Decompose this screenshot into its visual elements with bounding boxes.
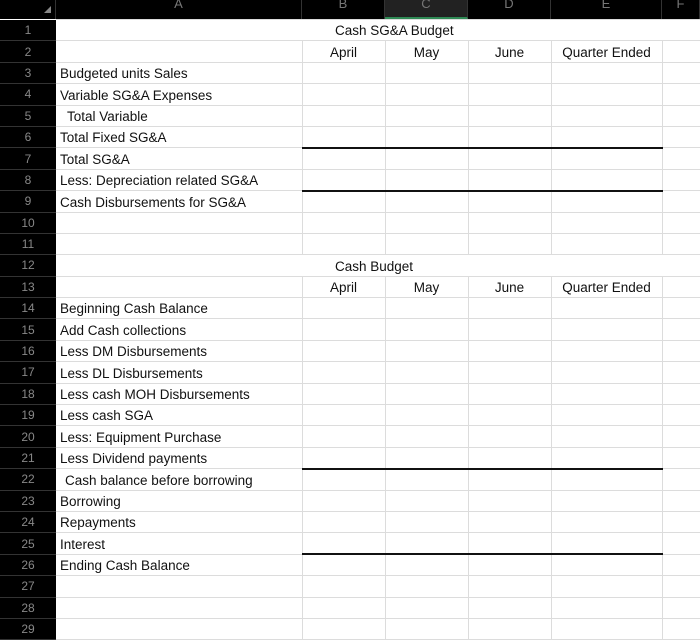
cell[interactable] bbox=[468, 212, 551, 233]
cell[interactable] bbox=[468, 62, 551, 83]
cell[interactable] bbox=[385, 191, 468, 212]
cell[interactable] bbox=[468, 405, 551, 426]
cell[interactable] bbox=[551, 298, 662, 319]
cell[interactable] bbox=[302, 340, 385, 361]
cell[interactable] bbox=[302, 362, 385, 383]
row-header[interactable]: 26 bbox=[0, 554, 56, 575]
cell[interactable] bbox=[302, 597, 385, 618]
cell[interactable] bbox=[551, 490, 662, 511]
row-header[interactable]: 21 bbox=[0, 447, 56, 468]
cell[interactable] bbox=[662, 62, 700, 83]
cell[interactable] bbox=[385, 511, 468, 532]
cell[interactable] bbox=[56, 212, 302, 233]
row-label[interactable]: Variable SG&A Expenses bbox=[56, 84, 302, 105]
row-header[interactable]: 4 bbox=[0, 84, 56, 105]
cell[interactable] bbox=[302, 576, 385, 597]
row-header[interactable]: 16 bbox=[0, 340, 56, 361]
row-header[interactable]: 8 bbox=[0, 169, 56, 190]
row-header[interactable]: 20 bbox=[0, 426, 56, 447]
row-4 bbox=[0, 84, 700, 105]
cell[interactable] bbox=[302, 618, 385, 639]
cell[interactable] bbox=[551, 148, 662, 169]
cell[interactable] bbox=[551, 618, 662, 639]
cell[interactable] bbox=[551, 191, 662, 212]
row-label[interactable]: Total SG&A bbox=[56, 148, 302, 169]
cell[interactable] bbox=[468, 383, 551, 404]
row-header[interactable]: 27 bbox=[0, 576, 56, 597]
cell[interactable] bbox=[302, 169, 385, 190]
cell[interactable] bbox=[302, 212, 385, 233]
cell[interactable] bbox=[662, 105, 700, 126]
row-header[interactable]: 19 bbox=[0, 405, 56, 426]
cell[interactable] bbox=[662, 533, 700, 554]
cell[interactable] bbox=[551, 597, 662, 618]
cell[interactable] bbox=[662, 169, 700, 190]
row-23 bbox=[0, 490, 700, 511]
cell[interactable] bbox=[302, 233, 385, 254]
row-label[interactable]: Less cash MOH Disbursements bbox=[56, 383, 302, 404]
cell[interactable] bbox=[551, 405, 662, 426]
cell[interactable] bbox=[468, 533, 551, 554]
cell[interactable] bbox=[468, 362, 551, 383]
cell[interactable] bbox=[302, 84, 385, 105]
cell[interactable] bbox=[302, 298, 385, 319]
cell[interactable] bbox=[551, 426, 662, 447]
cell[interactable] bbox=[468, 576, 551, 597]
cell[interactable] bbox=[385, 233, 468, 254]
cell[interactable] bbox=[551, 340, 662, 361]
cell[interactable] bbox=[385, 618, 468, 639]
cell[interactable] bbox=[385, 469, 468, 490]
row-header[interactable]: 14 bbox=[0, 298, 56, 319]
cell[interactable] bbox=[662, 298, 700, 319]
row-5 bbox=[0, 105, 700, 126]
cell[interactable] bbox=[468, 105, 551, 126]
row-label[interactable]: Less cash SGA bbox=[56, 405, 302, 426]
cell[interactable] bbox=[302, 533, 385, 554]
cell[interactable] bbox=[551, 62, 662, 83]
cell[interactable] bbox=[302, 148, 385, 169]
row-header[interactable]: 12 bbox=[0, 255, 56, 276]
cell[interactable] bbox=[468, 319, 551, 340]
cell[interactable] bbox=[468, 511, 551, 532]
month-header[interactable]: June bbox=[468, 276, 551, 297]
cell[interactable] bbox=[56, 597, 302, 618]
row-label[interactable]: Less Dividend payments bbox=[56, 447, 302, 468]
row-20 bbox=[0, 426, 700, 447]
cell[interactable] bbox=[385, 447, 468, 468]
cell[interactable] bbox=[302, 490, 385, 511]
cell[interactable] bbox=[468, 426, 551, 447]
cell[interactable] bbox=[468, 490, 551, 511]
row-header[interactable]: 24 bbox=[0, 511, 56, 532]
month-header[interactable]: April bbox=[302, 41, 385, 62]
cell[interactable] bbox=[662, 618, 700, 639]
column-header-d[interactable]: D bbox=[468, 0, 551, 19]
row-header[interactable]: 22 bbox=[0, 469, 56, 490]
cell[interactable] bbox=[662, 319, 700, 340]
cell[interactable] bbox=[662, 41, 700, 62]
row-28 bbox=[0, 597, 700, 618]
cell[interactable] bbox=[662, 191, 700, 212]
cell[interactable] bbox=[662, 148, 700, 169]
cell[interactable] bbox=[468, 298, 551, 319]
row-label[interactable]: Beginning Cash Balance bbox=[56, 298, 302, 319]
cell[interactable] bbox=[385, 169, 468, 190]
cell[interactable] bbox=[551, 105, 662, 126]
row-header[interactable]: 7 bbox=[0, 148, 56, 169]
row-15 bbox=[0, 319, 700, 340]
cell[interactable] bbox=[551, 533, 662, 554]
row-21 bbox=[0, 447, 700, 468]
cell[interactable] bbox=[56, 233, 302, 254]
cell[interactable] bbox=[468, 597, 551, 618]
row-3 bbox=[0, 62, 700, 83]
cell[interactable] bbox=[302, 511, 385, 532]
cell[interactable] bbox=[302, 62, 385, 83]
row-11 bbox=[0, 233, 700, 254]
row-label[interactable]: Total Variable bbox=[56, 105, 302, 126]
row-label[interactable]: Less: Depreciation related SG&A bbox=[56, 169, 302, 190]
table-title[interactable]: Cash SG&A Budget bbox=[56, 20, 700, 41]
cell[interactable] bbox=[385, 62, 468, 83]
cell[interactable] bbox=[302, 405, 385, 426]
row-header[interactable]: 11 bbox=[0, 233, 56, 254]
month-header[interactable]: Quarter Ended bbox=[551, 41, 662, 62]
cell[interactable] bbox=[551, 576, 662, 597]
table-title[interactable]: Cash Budget bbox=[56, 255, 700, 276]
row-6 bbox=[0, 126, 700, 147]
row-10 bbox=[0, 212, 700, 233]
cell[interactable] bbox=[302, 469, 385, 490]
cell[interactable] bbox=[56, 276, 302, 297]
cell[interactable] bbox=[551, 511, 662, 532]
row-24 bbox=[0, 511, 700, 532]
row-label[interactable]: Less DM Disbursements bbox=[56, 340, 302, 361]
month-header[interactable]: Quarter Ended bbox=[551, 276, 662, 297]
cell[interactable] bbox=[468, 84, 551, 105]
cell[interactable] bbox=[302, 554, 385, 575]
cell[interactable] bbox=[385, 212, 468, 233]
row-12 bbox=[0, 255, 700, 276]
row-header[interactable]: 1 bbox=[0, 20, 56, 41]
cell[interactable] bbox=[551, 447, 662, 468]
row-header[interactable]: 10 bbox=[0, 212, 56, 233]
column-header-c[interactable]: C bbox=[385, 0, 468, 19]
cell[interactable] bbox=[662, 554, 700, 575]
cell[interactable] bbox=[468, 618, 551, 639]
cell[interactable] bbox=[551, 319, 662, 340]
cell[interactable] bbox=[468, 126, 551, 147]
column-headers bbox=[0, 0, 700, 19]
row-18 bbox=[0, 383, 700, 404]
cell[interactable] bbox=[662, 362, 700, 383]
row-header[interactable]: 13 bbox=[0, 276, 56, 297]
row-2 bbox=[0, 41, 700, 62]
row-label[interactable]: Total Fixed SG&A bbox=[56, 126, 302, 147]
row-label[interactable]: Cash balance before borrowing bbox=[56, 469, 302, 490]
cell[interactable] bbox=[302, 126, 385, 147]
cell[interactable] bbox=[56, 618, 302, 639]
cell[interactable] bbox=[468, 233, 551, 254]
cell[interactable] bbox=[662, 405, 700, 426]
cell[interactable] bbox=[385, 576, 468, 597]
cell[interactable] bbox=[56, 576, 302, 597]
row-header[interactable]: 17 bbox=[0, 362, 56, 383]
cell[interactable] bbox=[385, 533, 468, 554]
cell[interactable] bbox=[662, 511, 700, 532]
row-header[interactable]: 29 bbox=[0, 618, 56, 639]
row-label[interactable]: Budgeted units Sales bbox=[56, 62, 302, 83]
row-header[interactable]: 2 bbox=[0, 41, 56, 62]
row-29 bbox=[0, 618, 700, 639]
cell[interactable] bbox=[468, 169, 551, 190]
cell[interactable] bbox=[385, 597, 468, 618]
row-header[interactable]: 18 bbox=[0, 383, 56, 404]
row-7 bbox=[0, 148, 700, 169]
cell[interactable] bbox=[468, 340, 551, 361]
column-header-a[interactable]: A bbox=[56, 0, 302, 19]
cell[interactable] bbox=[662, 276, 700, 297]
cell[interactable] bbox=[468, 469, 551, 490]
cell[interactable] bbox=[56, 41, 302, 62]
cell[interactable] bbox=[551, 84, 662, 105]
row-label[interactable]: Cash Disbursements for SG&A bbox=[56, 191, 302, 212]
cell[interactable] bbox=[551, 554, 662, 575]
row-label[interactable]: Ending Cash Balance bbox=[56, 554, 302, 575]
row-19 bbox=[0, 405, 700, 426]
row-label[interactable]: Less: Equipment Purchase bbox=[56, 426, 302, 447]
cell[interactable] bbox=[551, 169, 662, 190]
cell[interactable] bbox=[468, 148, 551, 169]
row-9 bbox=[0, 191, 700, 212]
cell[interactable] bbox=[385, 126, 468, 147]
cell[interactable] bbox=[662, 447, 700, 468]
row-header[interactable]: 6 bbox=[0, 126, 56, 147]
cell[interactable] bbox=[302, 383, 385, 404]
row-header[interactable]: 5 bbox=[0, 105, 56, 126]
cell[interactable] bbox=[662, 597, 700, 618]
row-header[interactable]: 25 bbox=[0, 533, 56, 554]
cell[interactable] bbox=[385, 298, 468, 319]
select-all-button[interactable] bbox=[0, 0, 56, 19]
cell[interactable] bbox=[662, 576, 700, 597]
cell[interactable] bbox=[662, 84, 700, 105]
row-22 bbox=[0, 469, 700, 490]
cell[interactable] bbox=[662, 490, 700, 511]
cell[interactable] bbox=[302, 319, 385, 340]
cell[interactable] bbox=[385, 490, 468, 511]
month-header[interactable]: May bbox=[385, 41, 468, 62]
cell[interactable] bbox=[385, 426, 468, 447]
cell[interactable] bbox=[551, 126, 662, 147]
cell[interactable] bbox=[385, 319, 468, 340]
month-header[interactable]: June bbox=[468, 41, 551, 62]
cell[interactable] bbox=[551, 233, 662, 254]
cell[interactable] bbox=[302, 105, 385, 126]
cell[interactable] bbox=[662, 340, 700, 361]
column-header-b[interactable]: B bbox=[302, 0, 385, 19]
cell[interactable] bbox=[385, 148, 468, 169]
cell[interactable] bbox=[551, 212, 662, 233]
row-header[interactable]: 23 bbox=[0, 490, 56, 511]
row-label[interactable]: Borrowing bbox=[56, 490, 302, 511]
cell[interactable] bbox=[302, 426, 385, 447]
cell[interactable] bbox=[385, 340, 468, 361]
cell[interactable] bbox=[551, 362, 662, 383]
cell[interactable] bbox=[662, 126, 700, 147]
row-label[interactable]: Less DL Disbursements bbox=[56, 362, 302, 383]
cell[interactable] bbox=[662, 426, 700, 447]
column-header-f[interactable]: F bbox=[662, 0, 700, 19]
row-label[interactable]: Add Cash collections bbox=[56, 319, 302, 340]
row-8 bbox=[0, 169, 700, 190]
row-16 bbox=[0, 340, 700, 361]
cell[interactable] bbox=[385, 362, 468, 383]
row-25 bbox=[0, 533, 700, 554]
cell[interactable] bbox=[385, 84, 468, 105]
cell[interactable] bbox=[385, 554, 468, 575]
cell[interactable] bbox=[302, 191, 385, 212]
row-header[interactable]: 3 bbox=[0, 62, 56, 83]
cell[interactable] bbox=[468, 447, 551, 468]
row-27 bbox=[0, 576, 700, 597]
row-13 bbox=[0, 276, 700, 297]
cell[interactable] bbox=[468, 554, 551, 575]
cell[interactable] bbox=[662, 233, 700, 254]
row-1 bbox=[0, 20, 700, 41]
row-header[interactable]: 9 bbox=[0, 191, 56, 212]
row-header[interactable]: 15 bbox=[0, 319, 56, 340]
cell[interactable] bbox=[468, 191, 551, 212]
row-14 bbox=[0, 298, 700, 319]
cell[interactable] bbox=[385, 383, 468, 404]
row-label[interactable]: Interest bbox=[56, 533, 302, 554]
cell[interactable] bbox=[385, 405, 468, 426]
cell[interactable] bbox=[302, 447, 385, 468]
row-header[interactable]: 28 bbox=[0, 597, 56, 618]
row-label[interactable]: Repayments bbox=[56, 511, 302, 532]
row-26 bbox=[0, 554, 700, 575]
cell[interactable] bbox=[662, 383, 700, 404]
column-header-e[interactable]: E bbox=[551, 0, 662, 19]
cell[interactable] bbox=[662, 469, 700, 490]
spreadsheet-grid[interactable] bbox=[0, 19, 700, 640]
cell[interactable] bbox=[662, 212, 700, 233]
row-17 bbox=[0, 362, 700, 383]
cell[interactable] bbox=[551, 383, 662, 404]
cell[interactable] bbox=[385, 105, 468, 126]
cell[interactable] bbox=[551, 469, 662, 490]
month-header[interactable]: May bbox=[385, 276, 468, 297]
month-header[interactable]: April bbox=[302, 276, 385, 297]
